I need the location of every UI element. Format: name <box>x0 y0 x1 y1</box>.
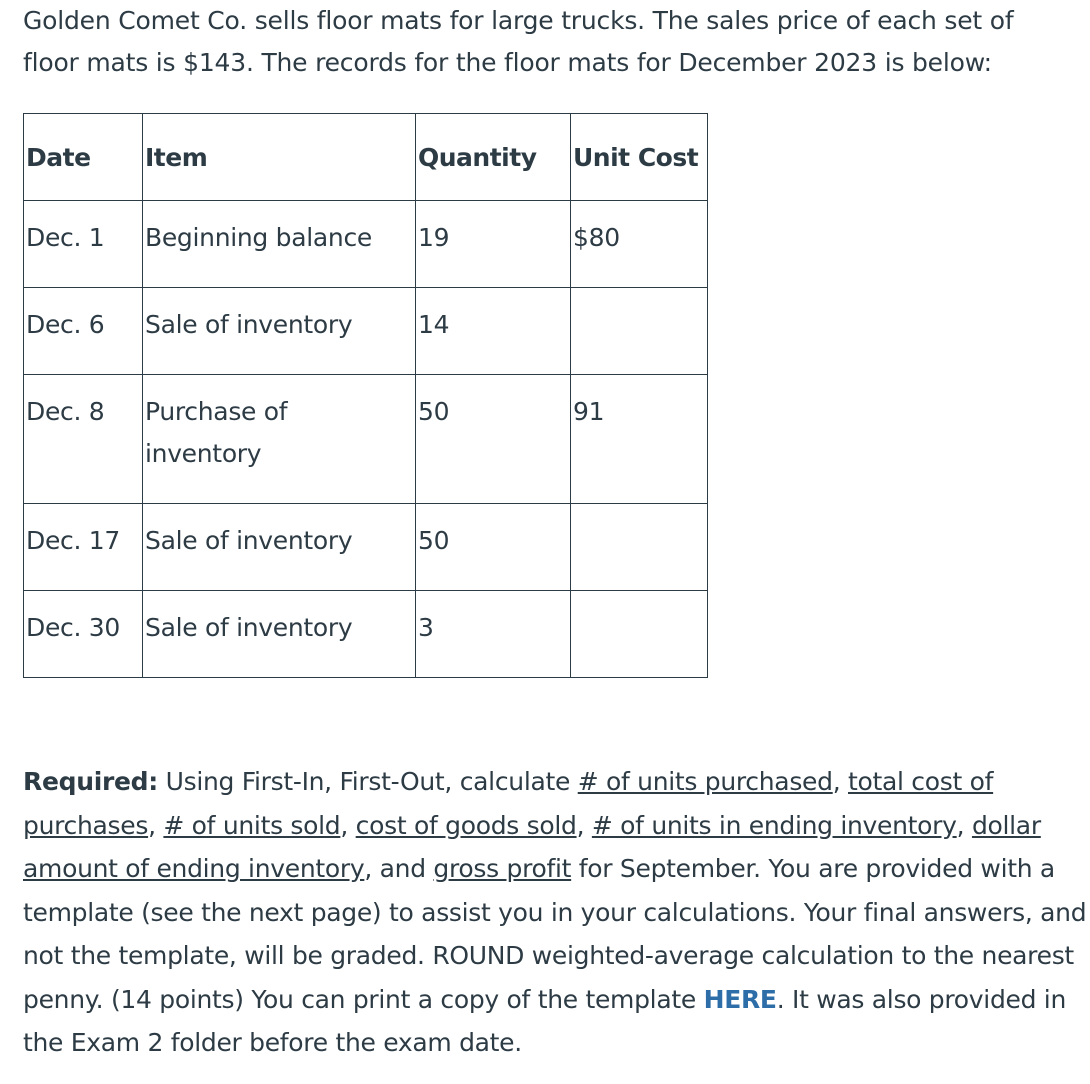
table-row <box>24 201 708 288</box>
separator-text: , <box>832 767 848 796</box>
cell-date: Dec. 6 <box>24 288 143 375</box>
separator-text: , <box>148 810 164 840</box>
template-link[interactable]: HERE <box>703 984 777 1014</box>
cell-item: Purchase of inventory <box>143 375 416 504</box>
cell-item: Sale of inventory <box>143 591 416 678</box>
cost-of-goods-sold-term: cost of goods sold <box>355 810 577 840</box>
units-ending-inventory-term: # of units in ending inventory <box>591 810 957 840</box>
cell-quantity: 14 <box>416 288 571 375</box>
cell-unit-cost <box>571 591 708 678</box>
cell-quantity: 3 <box>416 591 571 678</box>
total-cost-purchases-term: total cost of purchases <box>23 767 994 840</box>
separator-text: , <box>576 810 592 840</box>
cell-quantity: 50 <box>416 375 571 504</box>
required-text: Using First-In, First-Out, calculate <box>157 767 578 796</box>
cell-item: Beginning balance <box>143 201 416 288</box>
ending-inventory-amount-term: dollar amount of ending inventory <box>23 810 1041 883</box>
intro-line-2: floor mats is $143. The records for the floor mats for December 2023 is below: <box>23 48 992 77</box>
header-unit-cost: Unit Cost <box>571 114 708 201</box>
table-row <box>24 288 708 375</box>
separator-text: , <box>340 810 356 840</box>
table-header-row <box>24 114 708 201</box>
cell-item: Sale of inventory <box>143 288 416 375</box>
cell-unit-cost: 91 <box>571 375 708 504</box>
intro-line-1: Golden Comet Co. sells floor mats for large trucks. The sales price of each set of <box>23 6 1014 35</box>
header-date: Date <box>24 114 143 201</box>
cell-unit-cost: $80 <box>571 201 708 288</box>
cell-date: Dec. 8 <box>24 375 143 504</box>
cell-quantity: 19 <box>416 201 571 288</box>
cell-quantity: 50 <box>416 504 571 591</box>
intro-paragraph <box>23 0 1083 84</box>
separator-text: , <box>956 810 972 840</box>
separator-text: , and <box>364 854 434 883</box>
cell-date: Dec. 17 <box>24 504 143 591</box>
cell-unit-cost <box>571 288 708 375</box>
cell-date: Dec. 1 <box>24 201 143 288</box>
closing-text: . It was also provided in the Exam 2 folder before the exam date. <box>23 984 1066 1057</box>
cell-unit-cost <box>571 504 708 591</box>
gross-profit-term: gross profit <box>433 854 572 883</box>
required-paragraph <box>23 760 1090 1065</box>
required-label: Required: <box>23 767 158 796</box>
inventory-records-table <box>23 113 708 678</box>
instructions-text: for September. You are provided with a template (see the next page) to assist you in your calculations. Your final answers, and not the template, will be graded. ROUND weighted-average calculation to the nearest penny. (14 points) You can print a copy of the template <box>23 854 1087 1014</box>
table-row <box>24 591 708 678</box>
header-item: Item <box>143 114 416 201</box>
header-quantity: Quantity <box>416 114 571 201</box>
units-sold-term: # of units sold <box>163 810 341 840</box>
cell-item: Sale of inventory <box>143 504 416 591</box>
units-purchased-term: # of units purchased <box>577 767 833 796</box>
table-row <box>24 375 708 504</box>
cell-date: Dec. 30 <box>24 591 143 678</box>
table-row <box>24 504 708 591</box>
